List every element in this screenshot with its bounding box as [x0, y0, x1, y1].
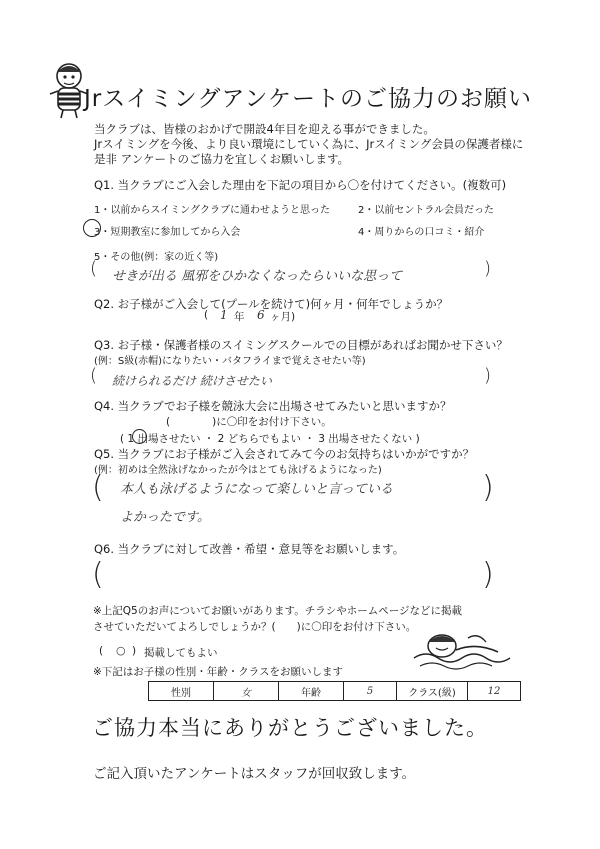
q5-example: (例：初めは全然泳げなかったが今はとても泳げるようになった)	[94, 465, 382, 476]
q3-close-paren: )	[484, 365, 492, 386]
q3-example: (例：S級(赤帽)になりたい・バタフライまで覚えさせたい等)	[94, 356, 366, 367]
gender-value[interactable]: 女	[214, 682, 279, 701]
q2-years-value[interactable]: 1	[220, 308, 228, 322]
q1-other-label: 5・その他(例：家の近く等)	[94, 252, 219, 263]
q1-question: Q1. 当クラブにご入会した理由を下記の項目から〇を付けてください。(複数可)	[94, 178, 507, 192]
q5-answer-line-2[interactable]: よかったです。	[120, 510, 210, 525]
consent-line-2: させていただいてよろしでしょうか？( )に〇印をお付け下さい。	[93, 621, 417, 633]
q4-question: Q4. 当クラブでお子様を競泳大会に出場させてみたいと思いますか？	[94, 399, 452, 413]
q2-months-value[interactable]: 6	[257, 308, 265, 322]
consent-open-paren: (	[99, 645, 104, 657]
class-label: クラス(級)	[397, 682, 468, 701]
q1-option-3[interactable]: 3・短期教室に参加してから入会	[94, 227, 241, 238]
q6-close-paren: )	[482, 557, 494, 592]
q4-instruction: ( )に〇印をお付け下さい。	[166, 416, 332, 428]
q6-open-paren: (	[92, 557, 104, 592]
profile-note: ※下記はお子様の性別・年齢・クラスをお願いします	[93, 666, 343, 678]
consent-choice-mark[interactable]: ○	[116, 644, 126, 657]
q5-question: Q5. 当クラブにお子様がご入会されてみて今のお気持ちはいかがですか？	[94, 447, 475, 461]
intro-line-1: 当クラブは、皆様のおかげで開設4年目を迎える事ができました。	[94, 122, 435, 136]
q2-question: Q2. お子様がご入会して(プールを続けて)何ヶ月・何年でしょうか？	[94, 297, 449, 311]
consent-choice-label: 掲載してもよい	[144, 647, 218, 659]
gender-label: 性別	[149, 682, 214, 701]
q5-close-paren: )	[482, 470, 494, 505]
swimming-child-illustration-icon	[412, 624, 512, 672]
consent-close-paren: )	[132, 645, 137, 657]
q1-option-4[interactable]: 4・周りからの口コミ・紹介	[358, 227, 485, 238]
q3-open-paren: (	[90, 365, 98, 386]
q6-question: Q6. 当クラブに対して改善・希望・意見等をお願いします。	[94, 542, 405, 556]
q1-option-2[interactable]: 2・以前セントラル会員だった	[358, 205, 495, 216]
closing-note: ご記入頂いたアンケートはスタッフが回収致します。	[93, 766, 416, 782]
survey-title: Jrスイミングアンケートのご協力のお願い	[84, 86, 532, 112]
q4-choices[interactable]: ( 1 出場させたい ・ 2 どちらでもよい ・ 3 出場させたくない )	[120, 433, 420, 445]
q1-other-close-paren: )	[484, 258, 492, 279]
q1-other-open-paren: (	[90, 258, 98, 279]
profile-table	[148, 681, 521, 701]
class-value[interactable]: 12	[468, 682, 521, 701]
consent-line-1: ※上記Q5のお声についてお願いがあります。チラシやホームページなどに掲載	[93, 605, 462, 617]
age-label: 年齢	[279, 682, 344, 701]
q2-open-paren: (	[204, 309, 209, 321]
intro-line-3: 是非 アンケートのご協力を宜しくお願いします。	[94, 152, 350, 166]
q1-option-1[interactable]: 1・以前からスイミングクラブに通わせようと思った	[94, 205, 330, 216]
q3-answer[interactable]: 続けられるだけ 続けさせたい	[112, 374, 272, 388]
q1-other-answer[interactable]: せきが出る 風邪をひかなくなったらいいな思って	[112, 269, 403, 284]
closing-thanks: ご協力本当にありがとうございました。	[92, 716, 488, 740]
q2-year-label: 年	[234, 311, 245, 323]
q3-question: Q3. お子様・保護者様のスイミングスクールでの目標があればお聞かせ下さい？	[94, 338, 508, 352]
intro-line-2: Jrスイミングを今後、より良い環境にしていく為に、Jrスイミング会員の保護者様に	[94, 137, 524, 151]
q5-answer-line-1[interactable]: 本人も泳げるようになって楽しいと言っている	[120, 482, 394, 497]
q2-month-label: ヶ月)	[270, 311, 296, 323]
q5-open-paren: (	[92, 470, 104, 505]
age-value[interactable]: 5	[344, 682, 397, 701]
